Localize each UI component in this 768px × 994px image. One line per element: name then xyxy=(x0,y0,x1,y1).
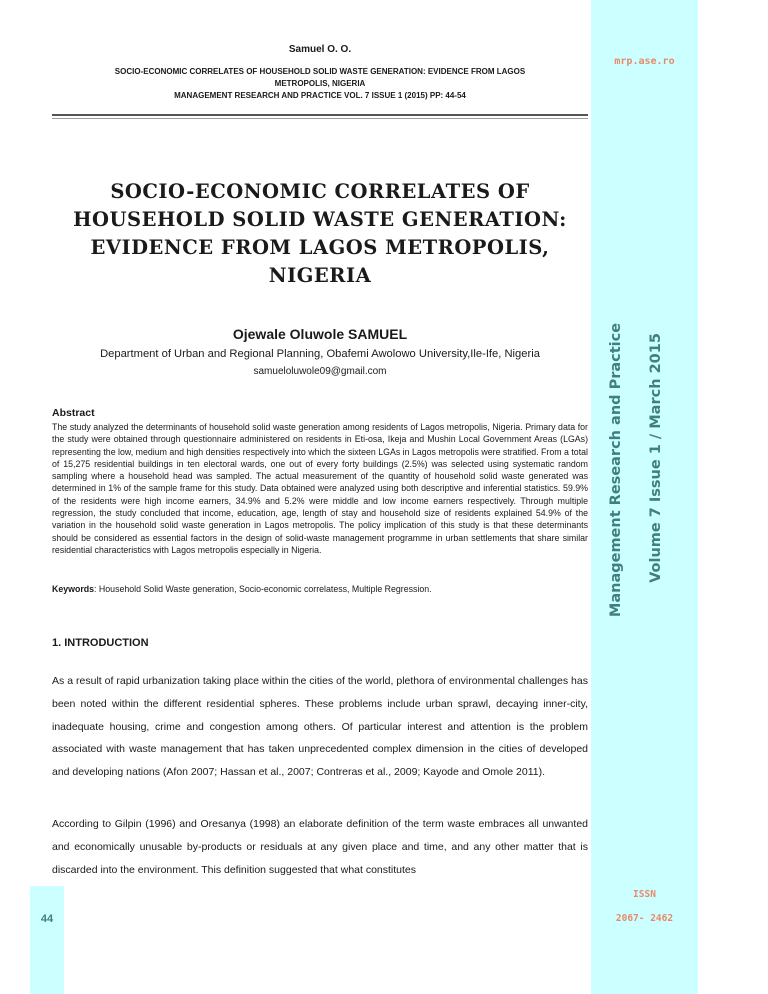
running-header-title xyxy=(52,66,588,102)
author-affiliation: Department of Urban and Regional Planning, Obafemi Awolowo University,Ile-Ife, Nigeria xyxy=(100,348,540,360)
keywords xyxy=(52,584,588,594)
header-divider xyxy=(52,114,588,116)
page-number: 44 xyxy=(40,913,54,925)
page-number-tab xyxy=(30,886,64,994)
keywords-label: Keywords xyxy=(52,584,95,594)
section-heading: 1. INTRODUCTION xyxy=(52,637,149,649)
volume-issue-vertical: Volume 7 Issue 1 / March 2015 xyxy=(648,333,664,583)
author-email: samueloluwole09@gmail.com xyxy=(253,366,387,377)
issn-number: 2067- 2462 xyxy=(615,913,674,924)
paper-title xyxy=(52,178,588,290)
running-title-line: MANAGEMENT RESEARCH AND PRACTICE VOL. 7 ISSUE 1 (2015) PP: 44-54 xyxy=(174,91,466,100)
title-line: EVIDENCE FROM LAGOS METROPOLIS, xyxy=(90,236,550,259)
title-line: NIGERIA xyxy=(268,264,372,287)
running-title-line: SOCIO-ECONOMIC CORRELATES OF HOUSEHOLD SOLID WASTE GENERATION: EVIDENCE FROM LAGOS xyxy=(114,67,526,76)
abstract-text: The study analyzed the determinants of household solid waste generation among residents of Lagos metropolis, Nigeria. Primary data for the study were obtained through questionnaire administered on residents in Eti-osa, Ikeja and Mushin Local Government Areas (LGAs) representing the low, medium and high densities respectively into which the sixteen LGAs in Lagos metropolis were stratified. From a total of 15,275 residential buildings in ten electoral wards, one out of every forty buildings (2.5%) was selected using systematic random sampling where a household head was sampled. The actual measurement of the quantity of household solid waste generated was determined in 1% of the sample frame for this study. Data obtained were analyzed using both descriptive and inferential statistics. 59.9% of the residents were high income earners, 34.9% and 5.2% were middle and low income earners respectively. Through multiple regression, the study concluded that income, education, age, length of stay and household size of residents explained 54.9% of the variation in the household solid waste generation in Lagos metropolis. The policy implication of this study is that these determinants should be considered as essential factors in the design of solid-waste management programme in urban settlements that share similar residential characteristics with Lagos metropolis especially in Nigeria. xyxy=(52,422,588,555)
body-paragraph: As a result of rapid urbanization taking place within the cities of the world, plethora of environmental challenges has been noted within the different residential spheres. These problems include urban sprawl, decaying inner-city, inadequate housing, crime and congestion among others. Of particular interest and attention is the problem associated with waste management that has taken unprecedented complex dimension in the cities of developed and developing nations (Afon 2007; Hassan et al., 2007; Contreras et al., 2009; Kayode and Omole 2011). xyxy=(52,675,588,779)
journal-sidebar xyxy=(591,0,698,994)
author-name: Ojewale Oluwole SAMUEL xyxy=(232,326,408,342)
header-divider-thin xyxy=(52,118,588,119)
title-line: HOUSEHOLD SOLID WASTE GENERATION: xyxy=(73,208,567,231)
journal-name-vertical: Management Research and Practice xyxy=(608,322,624,618)
keywords-text: : Household Solid Waste generation, Socio-economic correlatess, Multiple Regression. xyxy=(94,584,432,594)
title-line: SOCIO-ECONOMIC CORRELATES OF xyxy=(110,180,530,203)
journal-url: mrp.ase.ro xyxy=(614,56,675,67)
running-header-author: Samuel O. O. xyxy=(288,44,352,55)
abstract-heading: Abstract xyxy=(52,407,95,419)
running-title-line: METROPOLIS, NIGERIA xyxy=(274,79,366,88)
body-paragraph: According to Gilpin (1996) and Oresanya (1998) an elaborate definition of the term waste embraces all unwanted and economically unusable by-products or residuals at any given place and time, and any other matter that is discarded into the environment. This definition suggested that what constitutes xyxy=(52,818,588,876)
issn-label: ISSN xyxy=(633,889,656,900)
